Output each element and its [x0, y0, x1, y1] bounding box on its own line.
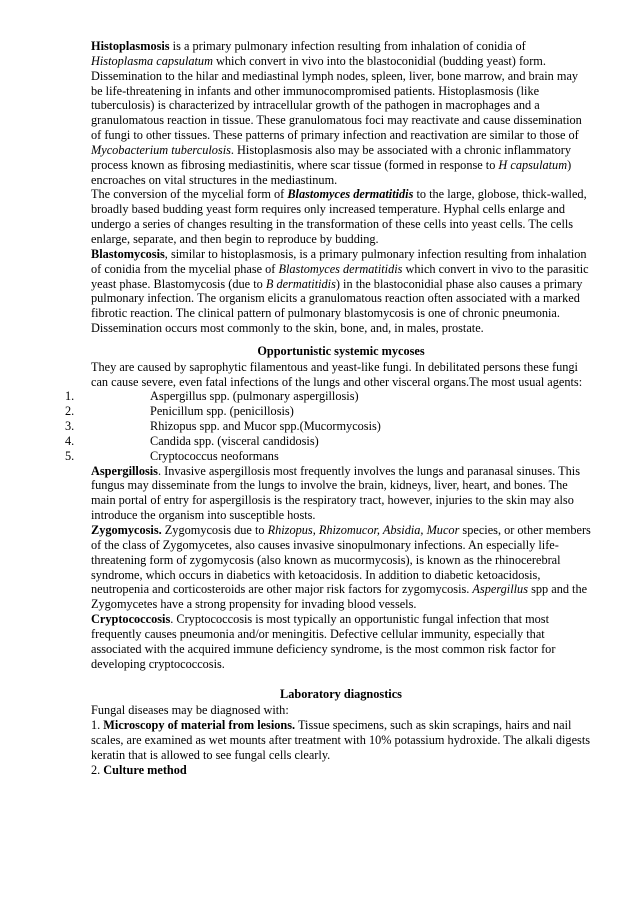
text-run: The conversion of the mycelial form of — [91, 187, 288, 202]
text-run: Cryptococcosis — [91, 612, 171, 627]
text-run: to the large, globose, thick-walled, broadly based budding yeast form requires only increased temperature. Hyphal cells enlarge and undergo a series of changes resulting in the transformation of these cells into yeast cells. The cells enlarge, separate, and then begin to reproduce by budding. — [91, 187, 587, 246]
paragraph-aspergillosis — [91, 464, 591, 523]
list-item: 1. Aspergillus spp. (pulmonary aspergillosis) — [65, 389, 359, 404]
heading-laboratory-diagnostics: Laboratory diagnostics — [280, 687, 402, 702]
paragraph-microscopy — [91, 718, 591, 763]
text-run: Aspergillus — [472, 582, 528, 597]
text-run: Fungal diseases may be diagnosed with: — [91, 703, 289, 718]
text-run: Tissue specimens, such as skin scrapings, hairs and nail scales, are examined as wet mounts after treatment with 10% potassium hydroxide. The alkali digests keratin that is allowed to see fungal cells clearly. — [91, 718, 591, 762]
text-run: which convert in vivo to the parasitic yeast phase. Blastomycosis (due to — [91, 261, 589, 291]
list-item: 2. Penicillum spp. (penicillosis) — [65, 404, 294, 419]
text-run: Microscopy of material from lesions. — [103, 718, 296, 733]
list-item: 4. Candida spp. (visceral candidosis) — [65, 433, 319, 448]
text-run: spp and the Zygomycetes have a strong propensity for invading blood vessels. — [91, 582, 588, 612]
text-run: species, or other members of the class of Zygomycetes, also causes invasive sinopulmonary infections. An especially life-threatening form of zygomycosis (also known as mucormycosis), is known as the rhinocerebral syndrome, which occurs in diabetics with ketoacidosis. In addition to diabetic ketoacidosis, neutropenia and corticosteroids are other major risk factors for zygomycosis. — [91, 523, 591, 597]
text-run: is a primary pulmonary infection resulting from inhalation of conidia of — [169, 39, 526, 53]
list-item: 3. Rhizopus spp. and Mucor spp.(Mucormycosis) — [65, 419, 381, 434]
text-run: Blastomyces dermatitidis — [287, 187, 414, 202]
text-run: Rhizopus, Rhizomucor, Absidia, Mucor — [267, 523, 460, 537]
text-run: H capsulatum — [498, 157, 568, 172]
text-run: Blastomycosis — [91, 246, 165, 261]
agents-list — [65, 389, 591, 463]
text-run: They are caused by saprophytic filamentous and yeast-like fungi. In debilitated persons these fungi can cause severe, even fatal infections of the lungs and other visceral organs.The most usual agents: — [91, 359, 583, 389]
text-run: ) in the blastoconidial phase also causes a primary pulmonary infection. The organism elicits a granulomatous reaction often associated with a marked fibrotic reaction. The clinical pattern of pulmonary blastomycosis is one of chronic pneumonia. Dissemination occurs most commonly to the skin, bone, and, in males, prostate. — [91, 276, 583, 336]
text-run: Aspergillosis — [91, 463, 158, 478]
heading-opportunistic-mycoses: Opportunistic systemic mycoses — [257, 343, 425, 358]
text-run: . Histoplasmosis also may be associated with a chronic inflammatory process known as fibrosing mediastinitis, where scar tissue (formed in response to — [91, 142, 572, 172]
list-item: 5. Cryptococcus neoformans — [65, 448, 279, 463]
text-run: ) encroaches on vital structures in the mediastinum. — [91, 157, 572, 187]
text-run: Zygomycosis due to — [161, 523, 268, 537]
text-run: Zygomycosis. — [91, 523, 162, 537]
text-run: Histoplasma capsulatum — [91, 53, 213, 68]
text-run: B dermatitidis — [265, 276, 336, 291]
paragraph-histoplasmosis — [91, 39, 591, 187]
text-run: 2. — [91, 762, 104, 777]
document-page — [65, 39, 591, 778]
text-run: . Invasive aspergillosis most frequently involves the lungs and paranasal sinuses. This fungus may disseminate from the lungs to involve the brain, kidneys, liver, heart, and bones. The main portal of entry for aspergillosis is the respiratory tract, however, injuries to the skin may also introduce the organism into susceptible hosts. — [91, 463, 580, 523]
paragraph-blastomycosis — [91, 247, 591, 336]
text-run: Mycobacterium tuberculosis — [91, 142, 231, 157]
paragraph-fungal-diagnosis — [91, 703, 591, 718]
paragraph-blastomyces-conversion — [91, 187, 591, 246]
paragraph-cryptococcosis — [91, 612, 591, 671]
paragraph-culture-method — [91, 763, 591, 778]
spacer — [91, 671, 591, 679]
text-run: Culture method — [103, 762, 187, 777]
text-run: 1. — [91, 718, 104, 733]
text-run: . Cryptococcosis is most typically an opportunistic fungal infection that most frequently causes pneumonia and/or meningitis. Defective cellular immunity, especially that associated with the acquired immune deficiency syndrome, is the most common risk factor for developing cryptococcosis. — [91, 612, 556, 671]
text-run: Histoplasmosis — [91, 39, 170, 53]
paragraph-zygomycosis — [91, 523, 591, 612]
text-run: Blastomyces dermatitidis — [278, 261, 403, 276]
text-run: which convert in vivo into the blastoconidial (budding yeast) form. Dissemination to the hilar and mediastinal lymph nodes, spleen, liver, bone marrow, and brain may be life-threatening in infants and other immunocompromised patients. Histoplasmosis (like tuberculosis) is characterized by intracellular growth of the pathogen in macrophages and a granulomatous reaction in tissue. These granulomatous foci may reactivate and cause dissemination of fungi to other tissues. These patterns of primary infection and reactivation are similar to those of — [91, 53, 582, 143]
paragraph-opportunistic-intro — [91, 360, 591, 390]
text-run: , similar to histoplasmosis, is a primary pulmonary infection resulting from inhalation of conidia from the mycelial phase of — [91, 246, 587, 276]
